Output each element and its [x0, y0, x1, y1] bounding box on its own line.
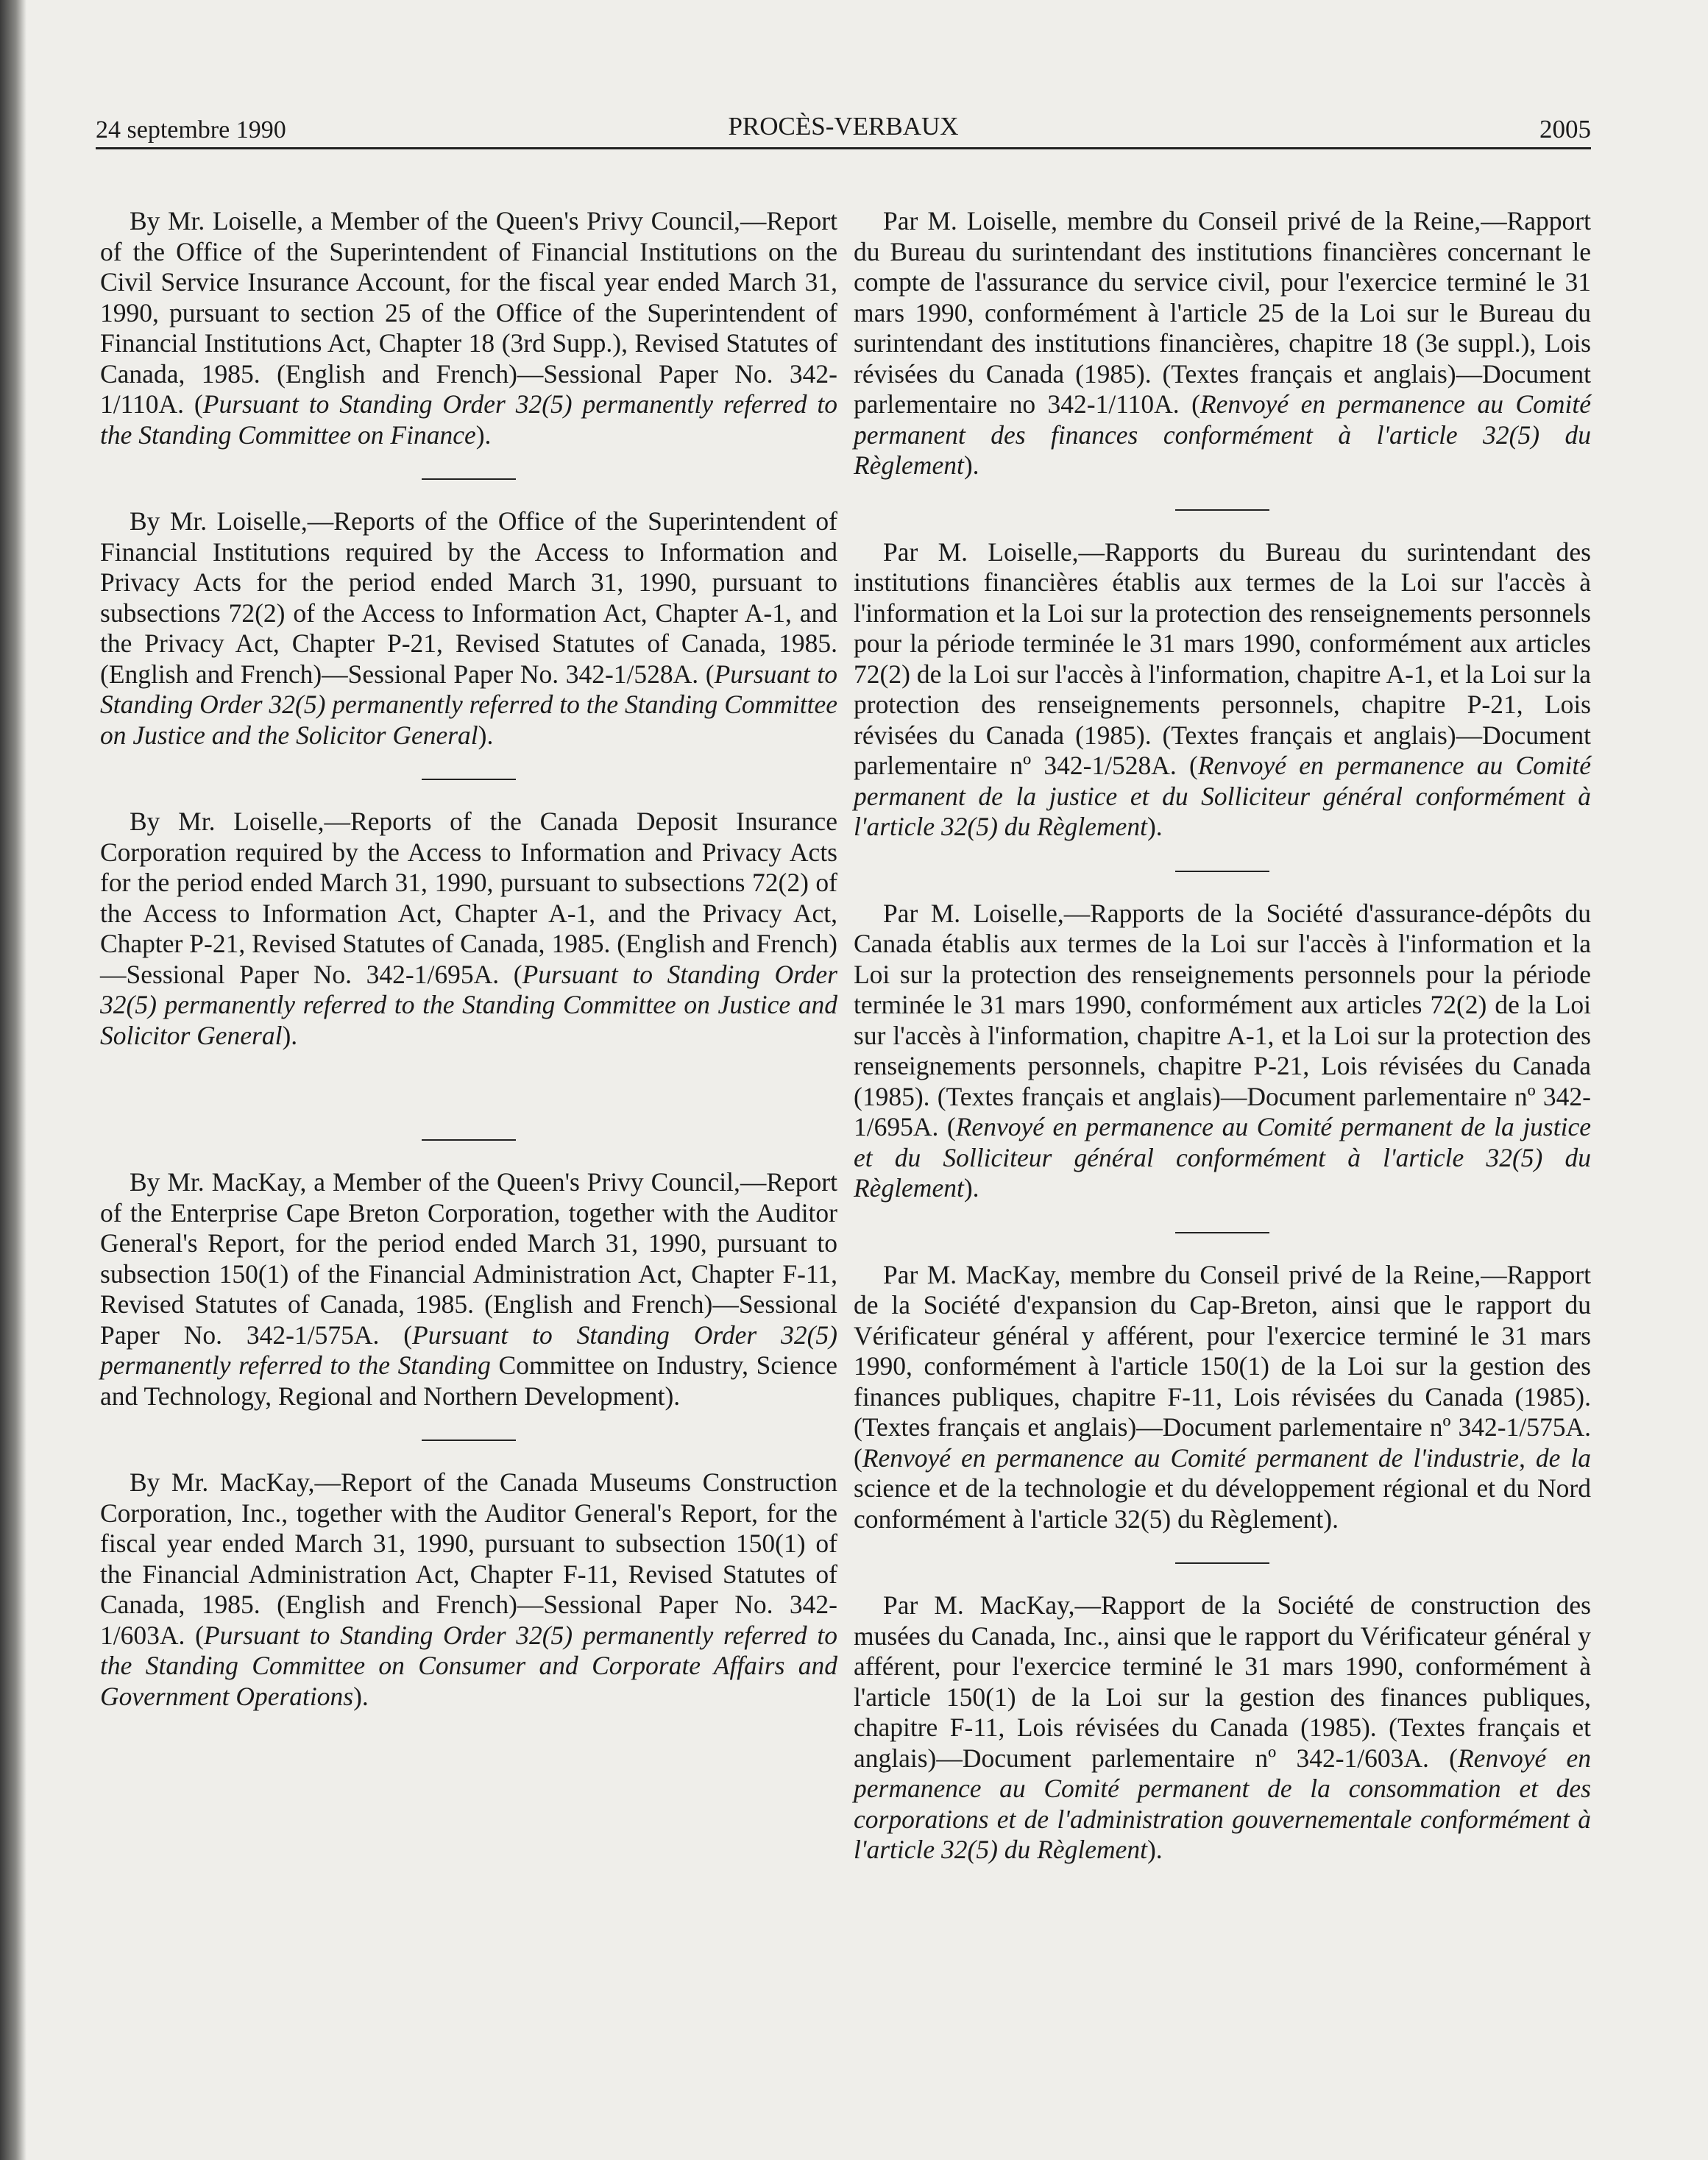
header-title: PROCÈS-VERBAUX	[728, 112, 959, 141]
separator-rule	[422, 1440, 516, 1441]
entry-fr-4	[854, 1260, 1591, 1535]
separator-rule	[1175, 509, 1269, 511]
english-column	[100, 206, 837, 1712]
entry-paragraph: By Mr. Loiselle,—Reports of the Canada Deposit Insurance Corporation required by the Access to Information and Privacy Acts for the period ended March 31, 1990, pursuant to subsections 72(2) of the Access to Information Act, Chapter A-1, and the Privacy Act, Chapter P-21, Revised Statutes of Canada, 1985. (English and French)—Sessional Paper No. 342-1/695A. (Pursuant to Standing Order 32(5) permanently referred to the Standing Committee on Justice and Solicitor General).	[100, 807, 837, 1050]
entry-paragraph: By Mr. MacKay, a Member of the Queen's Privy Council,—Report of the Enterprise Cape Breton Corporation, together with the Auditor General's Report, for the period ended March 31, 1990, pursuant to subsection 150(1) of the Financial Administration Act, Chapter F-11, Revised Statutes of Canada, 1985. (English and French)—Sessional Paper No. 342-1/575A. (Pursuant to Standing Order 32(5) permanently referred to the Standing Committee on Industry, Science and Technology, Regional and Northern Development).	[100, 1167, 837, 1411]
separator-rule	[422, 779, 516, 780]
entry-paragraph: By Mr. Loiselle,—Reports of the Office of the Superintendent of Financial Institutions required by the Access to Information and Privacy Acts for the period ended March 31, 1990, pursuant to subsections 72(2) of the Access to Information Act, Chapter A-1, and the Privacy Act, Chapter P-21, Revised Statutes of Canada, 1985. (English and French)—Sessional Paper No. 342-1/528A. (Pursuant to Standing Order 32(5) permanently referred to the Standing Committee on Justice and the Solicitor General).	[100, 506, 837, 750]
entry-en-4	[100, 1167, 837, 1412]
entry-fr-3	[854, 899, 1591, 1204]
separator-rule	[1175, 1232, 1269, 1233]
running-header	[96, 109, 1591, 147]
entry-paragraph: Par M. MacKay, membre du Conseil privé de la Reine,—Rapport de la Société d'expansion du Cap-Breton, ainsi que le rapport du Vérificateur général y afférent, pour l'exercice terminé le 31 mars 1990, conformément à l'article 150(1) de la Loi sur la gestion des finances publiques, chapitre F-11, Lois révisées du Canada (1985). (Textes français et anglais)—Document parlementaire nº 342-1/575A. (Renvoyé en permanence au Comité permanent de l'industrie, de la science et de la technologie et du développement régional et du Nord conformément à l'article 32(5) du Règlement).	[854, 1259, 1591, 1534]
separator-rule	[1175, 871, 1269, 872]
header-rule	[96, 147, 1591, 149]
entry-paragraph: Par M. Loiselle, membre du Conseil privé de la Reine,—Rapport du Bureau du surintendant des institutions financières concernant le compte de l'assurance du service civil, pour l'exercice terminé le 31 mars 1990, conformément à l'article 25 de la Loi sur le Bureau du surintendant des institutions financières, chapitre 18 (3e suppl.), Lois révisées du Canada (1985). (Textes français et anglais)—Document parlementaire no 342-1/110A. (Renvoyé en permanence au Comité permanent des finances conformément à l'article 32(5) du Règlement).	[854, 206, 1591, 480]
entry-fr-2	[854, 537, 1591, 843]
entry-en-5	[100, 1467, 837, 1712]
entry-en-1	[100, 206, 837, 450]
entry-paragraph: Par M. MacKay,—Rapport de la Société de construction des musées du Canada, Inc., ainsi que le rapport du Vérificateur général y afférent, pour l'exercice terminé le 31 mars 1990, conformément à l'article 150(1) de la Loi sur la gestion des finances publiques, chapitre F-11, Lois révisées du Canada (1985). (Textes français et anglais)—Document parlementaire nº 342-1/603A. (Renvoyé en permanence au Comité permanent de la consommation et des corporations et de l'administration gouvernementale conformément à l'article 32(5) du Règlement).	[854, 1590, 1591, 1864]
entry-fr-5	[854, 1590, 1591, 1866]
entry-paragraph: By Mr. MacKay,—Report of the Canada Museums Construction Corporation, Inc., together with the Auditor General's Report, for the fiscal year ended March 31, 1990, pursuant to subsection 150(1) of the Financial Administration Act, Chapter F-11, Revised Statutes of Canada, 1985. (English and French)—Sessional Paper No. 342-1/603A. (Pursuant to Standing Order 32(5) permanently referred to the Standing Committee on Consumer and Corporate Affairs and Government Operations).	[100, 1467, 837, 1711]
separator-rule	[1175, 1562, 1269, 1564]
entry-paragraph: By Mr. Loiselle, a Member of the Queen's Privy Council,—Report of the Office of the Superintendent of Financial Institutions on the Civil Service Insurance Account, for the fiscal year ended March 31, 1990, pursuant to section 25 of the Office of the Superintendent of Financial Institutions Act, Chapter 18 (3rd Supp.), Revised Statutes of Canada, 1985. (English and French)—Sessional Paper No. 342-1/110A. (Pursuant to Standing Order 32(5) permanently referred to the Standing Committee on Finance).	[100, 206, 837, 450]
entry-en-2	[100, 506, 837, 751]
separator-rule	[422, 1139, 516, 1141]
entry-paragraph: Par M. Loiselle,—Rapports de la Société d'assurance-dépôts du Canada établis aux termes de la Loi sur l'accès à l'information et la Loi sur la protection des renseignements personnels pour la période terminée le 31 mars 1990, conformément aux articles 72(2) de la Loi sur l'accès à l'information, chapitre A-1, et la Loi sur la protection des renseignements personnels, chapitre P-21, Lois révisées du Canada (1985). (Textes français et anglais)—Document parlementaire nº 342-1/695A. (Renvoyé en permanence au Comité permanent de la justice et du Solliciteur général conformément à l'article 32(5) du Règlement).	[854, 898, 1591, 1203]
french-column	[854, 206, 1591, 1866]
entry-en-3	[100, 807, 837, 1051]
entry-fr-1	[854, 206, 1591, 481]
separator-rule	[422, 478, 516, 480]
page-number: 2005	[1539, 115, 1591, 144]
entry-paragraph: Par M. Loiselle,—Rapports du Bureau du surintendant des institutions financières établis aux termes de la Loi sur l'accès à l'information et la Loi sur la protection des renseignements personnels pour la période terminée le 31 mars 1990, conformément aux articles 72(2) de la Loi sur l'accès à l'information, chapitre A-1, et la Loi sur la protection des renseignements personnels, chapitre P-21, Lois révisées du Canada (1985). (Textes français et anglais)—Document parlementaire nº 342-1/528A. (Renvoyé en permanence au Comité permanent de la justice et du Solliciteur général conformément à l'article 32(5) du Règlement).	[854, 537, 1591, 841]
header-date: 24 septembre 1990	[96, 116, 286, 144]
